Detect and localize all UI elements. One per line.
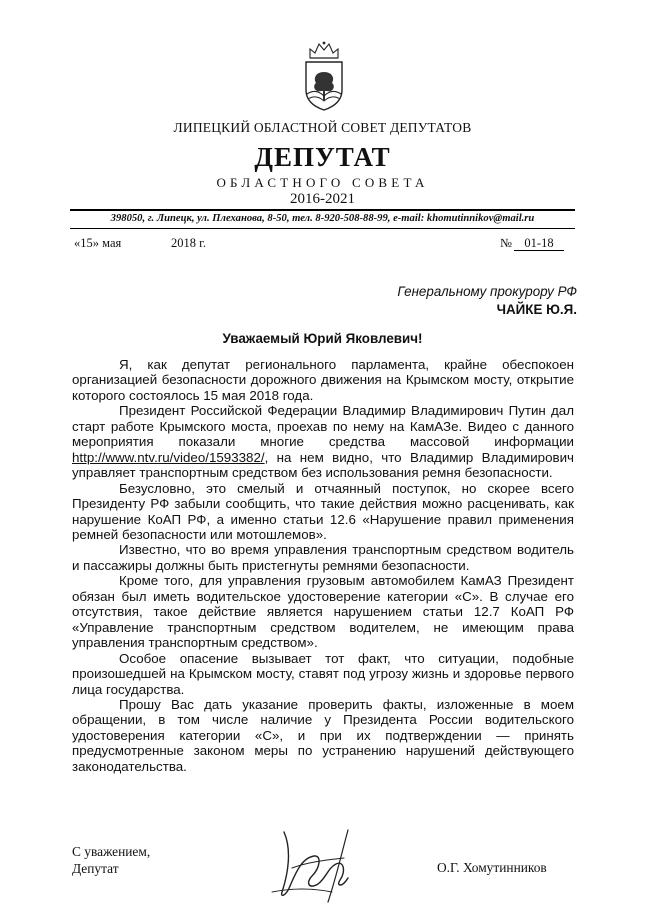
closing-block [72, 843, 150, 877]
deputy-heading: ДЕПУТАТ [254, 142, 391, 172]
number-label: № [500, 236, 512, 250]
paragraph [72, 403, 574, 480]
oblast-council-heading: ОБЛАСТНОГО СОВЕТА [216, 175, 429, 190]
paragraph: Известно, что во время управления транспортным средством водитель и пассажиры должны быть пристегнуты ремнями безопасности. [72, 542, 574, 573]
closing-position: Депутат [72, 861, 119, 876]
paragraph: Особое опасение вызывает тот факт, что ситуации, подобные произошедшей на Крымском мосту, ставят под угрозу жизнь и здоровье первого лица государства. [72, 650, 574, 697]
term-years: 2016-2021 [290, 191, 355, 207]
letter-year: 2018 г. [171, 236, 206, 250]
paragraph: Прошу Вас дать указание проверить факты, изложенные в моем обращении, в том числе наличие у Президента России водительского удостоверения категории «С», и при их подтверждении — принять предусмотренные законом меры по устранению нарушений действующего законодательства. [72, 696, 574, 774]
letter-body [72, 357, 574, 774]
signer-name: О.Г. Хомутинников [437, 860, 547, 875]
paragraph-text: Президент Российской Федерации Владимир Владимирович Путин дал старт работе Крымского моста, проехав по нему на КамАЗе. Видео с данного мероприятия показали многие средства массовой информации [72, 403, 574, 450]
header-divider [70, 209, 575, 211]
paragraph-text: , на нем видно, что Владимир Владимирович управляет транспортным средством без использования ремня безопасности. [72, 449, 574, 481]
salutation: Уважаемый Юрий Яковлевич! [222, 331, 423, 346]
addressee-name: ЧАЙКЕ Ю.Я. [496, 302, 577, 317]
paragraph: Я, как депутат регионального парламента, крайне обеспокоен организацией безопасности дорожного движения на Крымском мосту, открытие которого состоялось 15 мая 2018 года. [72, 357, 574, 403]
council-name: ЛИПЕЦКИЙ ОБЛАСТНОЙ СОВЕТ ДЕПУТАТОВ [173, 120, 472, 135]
video-link[interactable]: http://www.ntv.ru/video/1593382/ [72, 449, 265, 465]
letter-number: 01-18 [514, 236, 564, 251]
closing-regards: С уважением, [72, 844, 151, 859]
contact-line: 398050, г. Липецк, ул. Плеханова, 8-50, тел. 8-920-508-88-99, e-mail: khomutinnikov@mail.ru [110, 213, 535, 224]
paragraph: Безусловно, это смелый и отчаянный поступок, но скорее всего Президенту РФ забыли сообщить, что такие действия можно расценивать, как нарушение КоАП РФ, а именно статьи 12.6 «Нарушение правил применения ремней безопасности или мотошлемов». [72, 480, 574, 542]
addressee-block [397, 283, 577, 319]
letter-date: «15» мая [74, 236, 122, 250]
signature-image [262, 822, 362, 908]
addressee-title: Генеральному прокурору РФ [397, 284, 577, 299]
paragraph: Кроме того, для управления грузовым автомобилем КамАЗ Президент обязан был иметь водительское удостоверение категории «С». В случае его отсутствия, такое действие является нарушением статьи 12.7 КоАП РФ «Управление транспортным средством водителем, не имеющим права управления транспортным средством». [72, 573, 574, 651]
coat-of-arms-icon [302, 38, 346, 112]
header-divider-thin [70, 228, 575, 229]
